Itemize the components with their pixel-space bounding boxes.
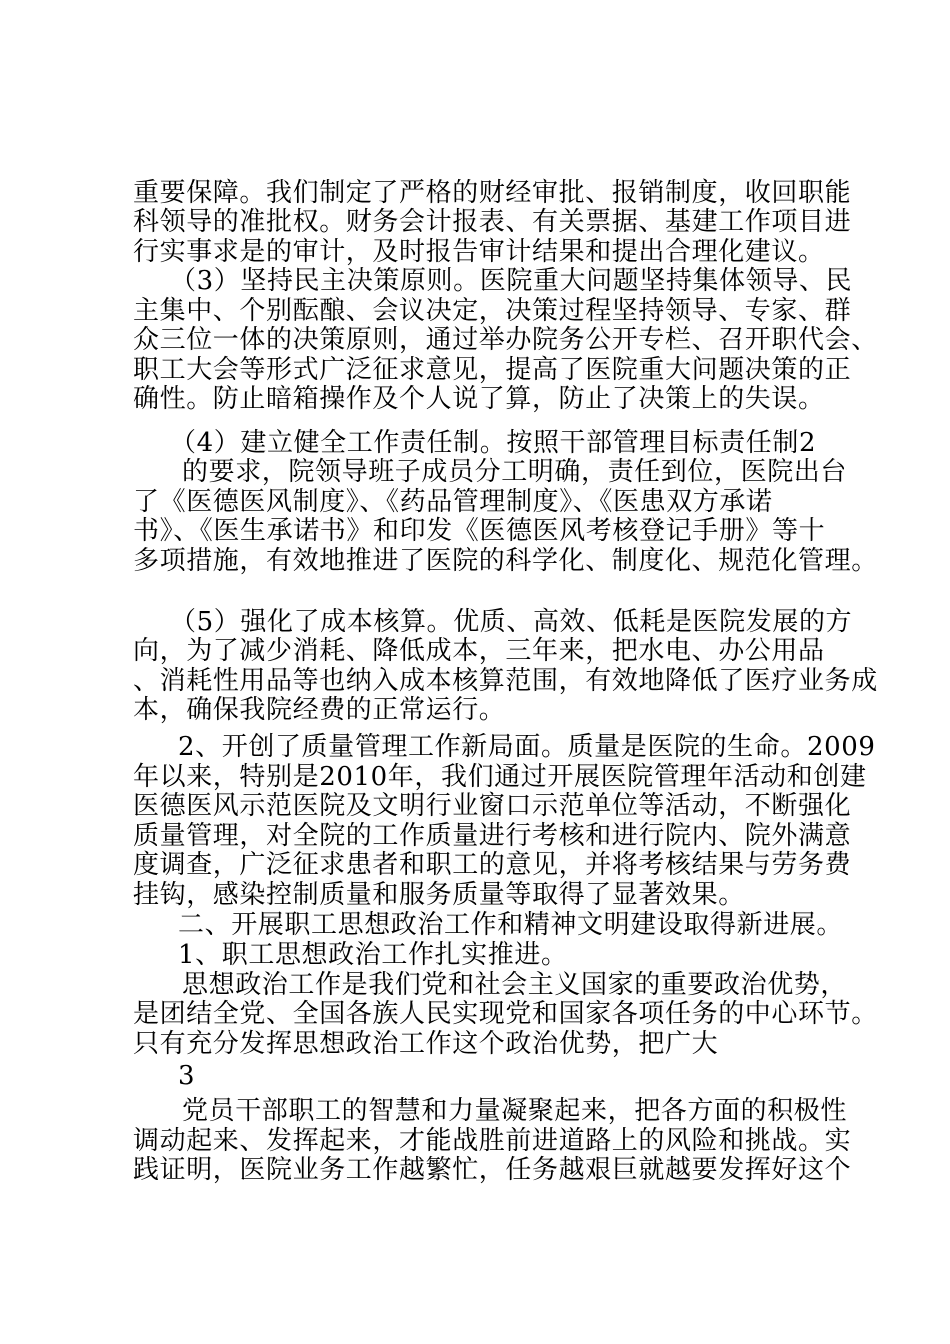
text-line: 年以来，特别是2010年，我们通过开展医院管理年活动和创建 <box>133 762 867 792</box>
text-line: 2、开创了质量管理工作新局面。质量是医院的生命。2009 <box>178 732 876 762</box>
text-line: 科领导的准批权。财务会计报表、有关票据、基建工作项目进 <box>133 207 852 237</box>
text-line: （4）建立健全工作责任制。按照干部管理目标责任制2 <box>170 428 817 458</box>
text-line: 的要求，院领导班子成员分工明确，责任到位，医院出台 <box>182 457 848 487</box>
text-line: 确性。防止暗箱操作及个人说了算，防止了决策上的失误。 <box>133 384 825 414</box>
text-line: 多项措施，有效地推进了医院的科学化、制度化、规范化管理。 <box>133 546 878 576</box>
text-line: 本，确保我院经费的正常运行。 <box>133 695 506 725</box>
text-line: 书》、《医生承诺书》和印发《医德医风考核登记手册》等十 <box>133 516 826 546</box>
text-line: 主集中、个别酝酿、会议决定，决策过程坚持领导、专家、群 <box>133 296 852 326</box>
text-line: （3）坚持民主决策原则。医院重大问题坚持集体领导、民 <box>170 266 853 296</box>
text-line: 行实事求是的审计，及时报告审计结果和提出合理化建议。 <box>133 237 825 267</box>
text-line: 重要保障。我们制定了严格的财经审批、报销制度，收回职能 <box>133 178 852 208</box>
text-line: 调动起来、发挥起来，才能战胜前进道路上的风险和挑战。实 <box>133 1126 852 1156</box>
text-line: 思想政治工作是我们党和社会主义国家的重要政治优势， <box>182 970 848 1000</box>
text-line: 了《医德医风制度》、《药品管理制度》、《医患双方承诺 <box>133 487 773 517</box>
text-line: 践证明，医院业务工作越繁忙，任务越艰巨就越要发挥好这个 <box>133 1155 852 1185</box>
text-line: 1、职工思想政治工作扎实推进。 <box>178 940 568 970</box>
text-line: 挂钩，感染控制质量和服务质量等取得了显著效果。 <box>133 880 745 910</box>
text-line: 只有充分发挥思想政治工作这个政治优势，把广大 <box>133 1029 719 1059</box>
text-line: 向，为了减少消耗、降低成本，三年来，把水电、办公用品 <box>133 636 825 666</box>
page-number: 3 <box>178 1061 196 1091</box>
text-line: （5）强化了成本核算。优质、高效、低耗是医院发展的方 <box>170 607 853 637</box>
text-line: 党员干部职工的智慧和力量凝聚起来，把各方面的积极性 <box>182 1096 848 1126</box>
text-line: 、消耗性用品等也纳入成本核算范围，有效地降低了医疗业务成 <box>133 666 878 696</box>
text-line: 质量管理，对全院的工作质量进行考核和进行院内、院外满意 <box>133 821 852 851</box>
text-line: 医德医风示范医院及文明行业窗口示范单位等活动，不断强化 <box>133 791 852 821</box>
text-line: 众三位一体的决策原则，通过举办院务公开专栏、召开职代会、 <box>133 325 878 355</box>
text-line: 度调查，广泛征求患者和职工的意见，并将考核结果与劳务费 <box>133 850 852 880</box>
text-line: 二、开展职工思想政治工作和精神文明建设取得新进展。 <box>178 910 844 940</box>
text-line: 是团结全党、全国各族人民实现党和国家各项任务的中心环节。 <box>133 999 878 1029</box>
text-line: 职工大会等形式广泛征求意见，提高了医院重大问题决策的正 <box>133 355 852 385</box>
